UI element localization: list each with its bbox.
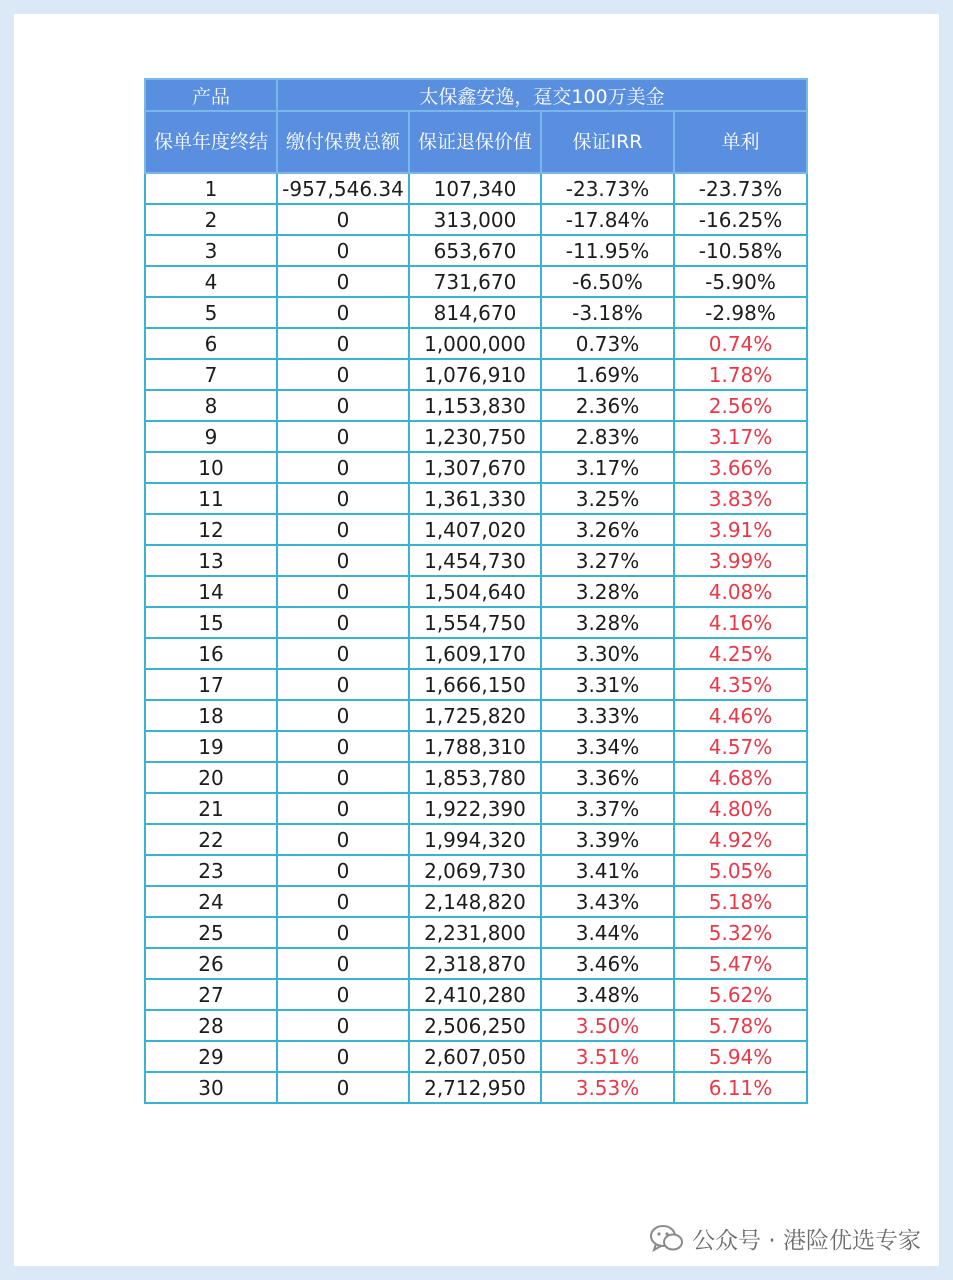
cell-surrender: 1,307,670 xyxy=(409,452,541,483)
cell-surrender: 1,076,910 xyxy=(409,359,541,390)
cell-surrender: 2,148,820 xyxy=(409,886,541,917)
cell-simple: 5.62% xyxy=(674,979,807,1010)
cell-irr: 3.50% xyxy=(541,1010,674,1041)
cell-premium: 0 xyxy=(277,700,409,731)
cell-simple: 4.16% xyxy=(674,607,807,638)
cell-premium: -957,546.34 xyxy=(277,173,409,204)
cell-surrender: 2,607,050 xyxy=(409,1041,541,1072)
cell-simple: 4.80% xyxy=(674,793,807,824)
cell-simple: -16.25% xyxy=(674,204,807,235)
cell-year: 12 xyxy=(145,514,277,545)
cell-irr: 0.73% xyxy=(541,328,674,359)
cell-year: 8 xyxy=(145,390,277,421)
cell-surrender: 1,230,750 xyxy=(409,421,541,452)
cell-irr: 2.83% xyxy=(541,421,674,452)
cell-simple: 4.35% xyxy=(674,669,807,700)
table-row xyxy=(145,483,807,514)
cell-year: 28 xyxy=(145,1010,277,1041)
table-row xyxy=(145,173,807,204)
footer-text: 公众号 · 港险优选专家 xyxy=(692,1228,921,1254)
product-label: 产品 xyxy=(145,79,277,111)
cell-simple: 3.83% xyxy=(674,483,807,514)
cell-premium: 0 xyxy=(277,483,409,514)
cell-year: 10 xyxy=(145,452,277,483)
table-row xyxy=(145,390,807,421)
cell-year: 18 xyxy=(145,700,277,731)
cell-surrender: 653,670 xyxy=(409,235,541,266)
cell-simple: 5.47% xyxy=(674,948,807,979)
cell-simple: 3.17% xyxy=(674,421,807,452)
cell-irr: 3.28% xyxy=(541,607,674,638)
cell-premium: 0 xyxy=(277,669,409,700)
cell-surrender: 1,000,000 xyxy=(409,328,541,359)
table-row xyxy=(145,514,807,545)
cell-year: 1 xyxy=(145,173,277,204)
cell-simple: 3.66% xyxy=(674,452,807,483)
cell-simple: -23.73% xyxy=(674,173,807,204)
column-header-surrender: 保证退保价值 xyxy=(409,111,541,173)
cell-irr: -11.95% xyxy=(541,235,674,266)
cell-surrender: 313,000 xyxy=(409,204,541,235)
cell-premium: 0 xyxy=(277,266,409,297)
cell-irr: 3.31% xyxy=(541,669,674,700)
product-name: 太保鑫安逸，趸交100万美金 xyxy=(277,79,807,111)
cell-year: 23 xyxy=(145,855,277,886)
cell-premium: 0 xyxy=(277,390,409,421)
cell-year: 15 xyxy=(145,607,277,638)
table-row xyxy=(145,979,807,1010)
cell-premium: 0 xyxy=(277,545,409,576)
cell-surrender: 2,318,870 xyxy=(409,948,541,979)
cell-irr: 3.51% xyxy=(541,1041,674,1072)
cell-premium: 0 xyxy=(277,235,409,266)
cell-simple: 4.92% xyxy=(674,824,807,855)
cell-year: 20 xyxy=(145,762,277,793)
column-header-irr: 保证IRR xyxy=(541,111,674,173)
table-row xyxy=(145,576,807,607)
cell-year: 25 xyxy=(145,917,277,948)
cell-irr: 3.39% xyxy=(541,824,674,855)
cell-surrender: 1,853,780 xyxy=(409,762,541,793)
table-row xyxy=(145,731,807,762)
cell-premium: 0 xyxy=(277,948,409,979)
cell-irr: 3.27% xyxy=(541,545,674,576)
cell-irr: 1.69% xyxy=(541,359,674,390)
cell-year: 22 xyxy=(145,824,277,855)
cell-simple: 4.57% xyxy=(674,731,807,762)
table-row xyxy=(145,421,807,452)
cell-premium: 0 xyxy=(277,1041,409,1072)
cell-simple: 2.56% xyxy=(674,390,807,421)
cell-simple: -5.90% xyxy=(674,266,807,297)
cell-surrender: 731,670 xyxy=(409,266,541,297)
cell-irr: -6.50% xyxy=(541,266,674,297)
cell-simple: 3.91% xyxy=(674,514,807,545)
cell-premium: 0 xyxy=(277,328,409,359)
cell-surrender: 2,410,280 xyxy=(409,979,541,1010)
cell-premium: 0 xyxy=(277,204,409,235)
cell-premium: 0 xyxy=(277,824,409,855)
cell-premium: 0 xyxy=(277,1010,409,1041)
cell-irr: -23.73% xyxy=(541,173,674,204)
column-header-premium: 缴付保费总额 xyxy=(277,111,409,173)
cell-surrender: 1,554,750 xyxy=(409,607,541,638)
cell-irr: 3.30% xyxy=(541,638,674,669)
column-header-simple: 单利 xyxy=(674,111,807,173)
cell-year: 3 xyxy=(145,235,277,266)
cell-surrender: 1,407,020 xyxy=(409,514,541,545)
cell-surrender: 1,609,170 xyxy=(409,638,541,669)
cell-premium: 0 xyxy=(277,297,409,328)
cell-year: 17 xyxy=(145,669,277,700)
table-row xyxy=(145,1010,807,1041)
cell-premium: 0 xyxy=(277,979,409,1010)
cell-simple: 4.08% xyxy=(674,576,807,607)
cell-surrender: 2,506,250 xyxy=(409,1010,541,1041)
table-row xyxy=(145,793,807,824)
cell-irr: 3.46% xyxy=(541,948,674,979)
wechat-icon xyxy=(650,1225,684,1253)
cell-simple: -10.58% xyxy=(674,235,807,266)
cell-year: 29 xyxy=(145,1041,277,1072)
cell-year: 9 xyxy=(145,421,277,452)
cell-premium: 0 xyxy=(277,855,409,886)
cell-surrender: 814,670 xyxy=(409,297,541,328)
table-row xyxy=(145,359,807,390)
table-row xyxy=(145,452,807,483)
cell-irr: 2.36% xyxy=(541,390,674,421)
cell-surrender: 1,361,330 xyxy=(409,483,541,514)
table-row xyxy=(145,328,807,359)
cell-year: 6 xyxy=(145,328,277,359)
cell-irr: 3.28% xyxy=(541,576,674,607)
cell-irr: 3.48% xyxy=(541,979,674,1010)
table-row xyxy=(145,700,807,731)
cell-simple: -2.98% xyxy=(674,297,807,328)
cell-premium: 0 xyxy=(277,731,409,762)
table-row xyxy=(145,948,807,979)
footer-watermark xyxy=(650,1222,921,1255)
cell-irr: 3.17% xyxy=(541,452,674,483)
cell-year: 16 xyxy=(145,638,277,669)
cell-irr: 3.33% xyxy=(541,700,674,731)
cell-year: 2 xyxy=(145,204,277,235)
table-row xyxy=(145,669,807,700)
cell-irr: -17.84% xyxy=(541,204,674,235)
cell-irr: -3.18% xyxy=(541,297,674,328)
table-row xyxy=(145,607,807,638)
table-row xyxy=(145,204,807,235)
cell-premium: 0 xyxy=(277,452,409,483)
cell-simple: 4.46% xyxy=(674,700,807,731)
cell-irr: 3.43% xyxy=(541,886,674,917)
cell-irr: 3.34% xyxy=(541,731,674,762)
cell-premium: 0 xyxy=(277,421,409,452)
cell-year: 27 xyxy=(145,979,277,1010)
cell-simple: 1.78% xyxy=(674,359,807,390)
cell-simple: 5.78% xyxy=(674,1010,807,1041)
cell-irr: 3.44% xyxy=(541,917,674,948)
cell-simple: 5.18% xyxy=(674,886,807,917)
cell-simple: 5.05% xyxy=(674,855,807,886)
cell-simple: 5.94% xyxy=(674,1041,807,1072)
table-row xyxy=(145,855,807,886)
cell-simple: 5.32% xyxy=(674,917,807,948)
cell-year: 7 xyxy=(145,359,277,390)
cell-year: 5 xyxy=(145,297,277,328)
cell-year: 13 xyxy=(145,545,277,576)
table-row xyxy=(145,762,807,793)
table-row xyxy=(145,1041,807,1072)
cell-irr: 3.53% xyxy=(541,1072,674,1103)
column-header-year: 保单年度终结 xyxy=(145,111,277,173)
cell-surrender: 1,994,320 xyxy=(409,824,541,855)
cell-year: 24 xyxy=(145,886,277,917)
cell-premium: 0 xyxy=(277,793,409,824)
cell-premium: 0 xyxy=(277,886,409,917)
table-row xyxy=(145,545,807,576)
cell-surrender: 107,340 xyxy=(409,173,541,204)
table-row xyxy=(145,638,807,669)
table-row xyxy=(145,917,807,948)
cell-premium: 0 xyxy=(277,1072,409,1103)
cell-surrender: 1,788,310 xyxy=(409,731,541,762)
cell-year: 30 xyxy=(145,1072,277,1103)
cell-year: 11 xyxy=(145,483,277,514)
cell-year: 4 xyxy=(145,266,277,297)
cell-premium: 0 xyxy=(277,514,409,545)
cell-surrender: 1,504,640 xyxy=(409,576,541,607)
cell-simple: 4.25% xyxy=(674,638,807,669)
cell-simple: 3.99% xyxy=(674,545,807,576)
cell-irr: 3.41% xyxy=(541,855,674,886)
cell-premium: 0 xyxy=(277,638,409,669)
table-row xyxy=(145,297,807,328)
cell-surrender: 1,725,820 xyxy=(409,700,541,731)
cell-premium: 0 xyxy=(277,359,409,390)
table-row xyxy=(145,886,807,917)
cell-simple: 6.11% xyxy=(674,1072,807,1103)
cell-surrender: 1,922,390 xyxy=(409,793,541,824)
cell-irr: 3.37% xyxy=(541,793,674,824)
cell-year: 14 xyxy=(145,576,277,607)
table-row xyxy=(145,824,807,855)
product-header-row xyxy=(145,79,807,111)
cell-surrender: 2,712,950 xyxy=(409,1072,541,1103)
cell-year: 19 xyxy=(145,731,277,762)
cell-premium: 0 xyxy=(277,607,409,638)
cell-irr: 3.25% xyxy=(541,483,674,514)
cell-surrender: 1,454,730 xyxy=(409,545,541,576)
cell-year: 21 xyxy=(145,793,277,824)
cell-irr: 3.36% xyxy=(541,762,674,793)
cell-surrender: 2,231,800 xyxy=(409,917,541,948)
irr-table xyxy=(144,78,808,1104)
table-row xyxy=(145,1072,807,1103)
cell-premium: 0 xyxy=(277,917,409,948)
column-header-row xyxy=(145,111,807,173)
cell-surrender: 2,069,730 xyxy=(409,855,541,886)
cell-premium: 0 xyxy=(277,762,409,793)
cell-irr: 3.26% xyxy=(541,514,674,545)
cell-surrender: 1,666,150 xyxy=(409,669,541,700)
table-row xyxy=(145,235,807,266)
cell-simple: 0.74% xyxy=(674,328,807,359)
cell-year: 26 xyxy=(145,948,277,979)
cell-simple: 4.68% xyxy=(674,762,807,793)
table-row xyxy=(145,266,807,297)
cell-premium: 0 xyxy=(277,576,409,607)
cell-surrender: 1,153,830 xyxy=(409,390,541,421)
